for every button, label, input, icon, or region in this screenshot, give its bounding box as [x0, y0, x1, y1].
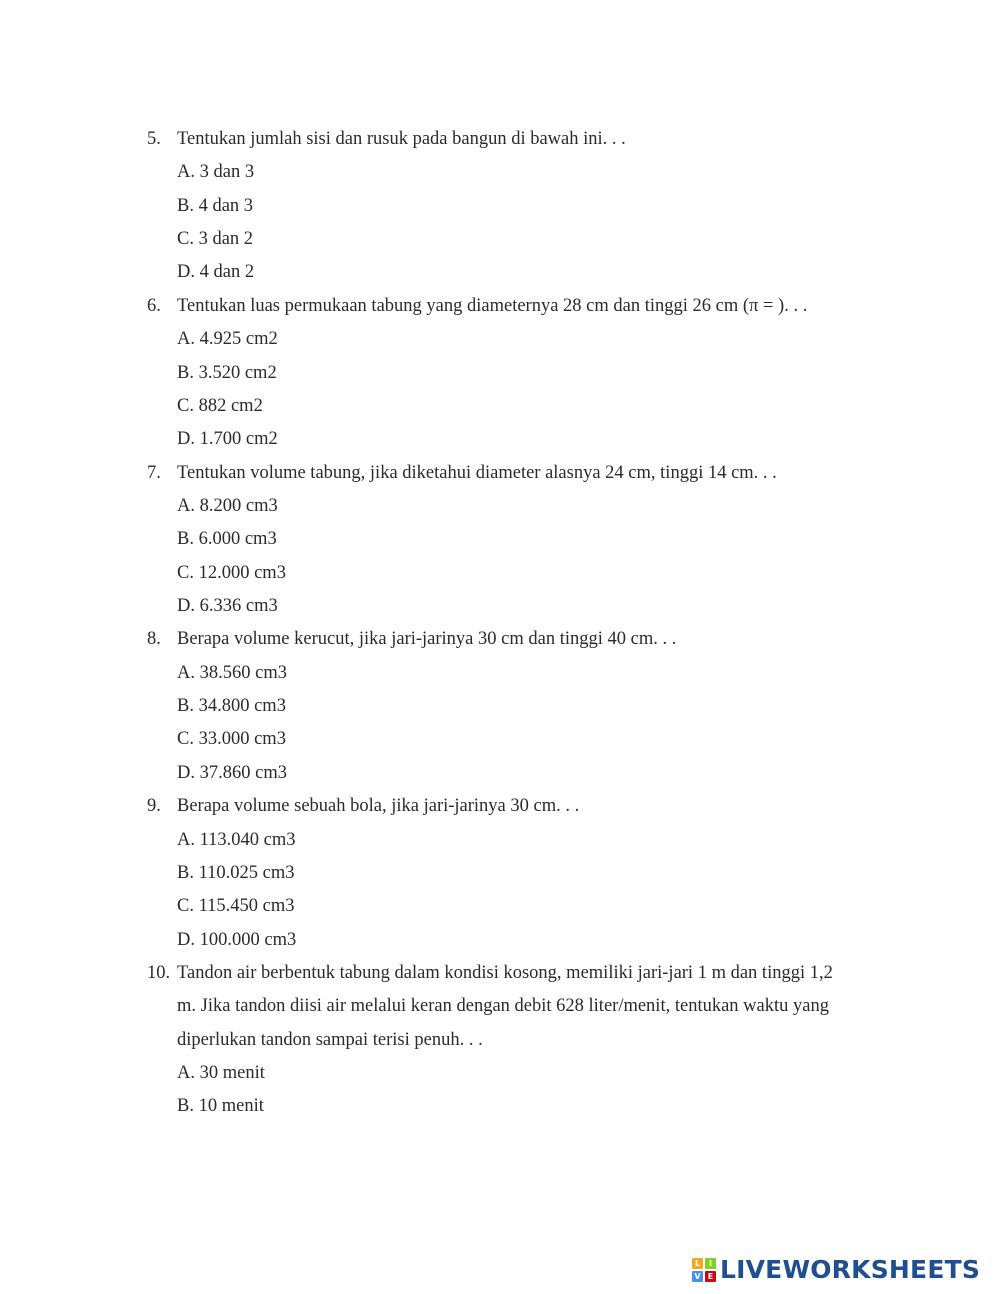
answer-option-row[interactable] — [0, 857, 1000, 890]
answer-option-row[interactable] — [0, 256, 1000, 289]
question-stem — [0, 457, 1000, 490]
answer-option[interactable]: C. 12.000 cm3 — [177, 562, 286, 583]
answer-option[interactable]: B. 3.520 cm2 — [177, 362, 277, 383]
question-number: 10. — [147, 962, 171, 983]
answer-option[interactable]: C. 115.450 cm3 — [177, 896, 295, 917]
question-text: Berapa volume sebuah bola, jika jari-jarinya 30 cm. . . — [177, 796, 580, 817]
answer-option[interactable]: A. 30 menit — [177, 1063, 265, 1084]
answer-option-row[interactable] — [0, 890, 1000, 923]
logo-mark-tile: E — [705, 1271, 716, 1282]
question-stem — [0, 957, 1000, 990]
liveworksheets-logo — [692, 1255, 980, 1285]
answer-option-row[interactable] — [0, 523, 1000, 556]
answer-option[interactable]: B. 4 dan 3 — [177, 195, 254, 216]
answer-option-row[interactable] — [0, 924, 1000, 957]
answer-option-row[interactable] — [0, 690, 1000, 723]
answer-option[interactable]: A. 4.925 cm2 — [177, 329, 278, 350]
answer-option[interactable]: B. 10 menit — [177, 1096, 264, 1117]
question-stem-continued — [0, 990, 1000, 1023]
answer-option-row[interactable] — [0, 824, 1000, 857]
worksheet-questions — [0, 123, 1000, 1124]
question-text: Tentukan jumlah sisi dan rusuk pada bangun di bawah ini. . . — [177, 129, 626, 149]
answer-option[interactable]: D. 1.700 cm2 — [177, 429, 278, 450]
question-number: 8. — [147, 629, 161, 650]
logo-mark-icon — [692, 1258, 716, 1282]
question-stem — [0, 790, 1000, 823]
answer-option-row[interactable] — [0, 390, 1000, 423]
answer-option-row[interactable] — [0, 423, 1000, 456]
answer-option-row[interactable] — [0, 590, 1000, 623]
answer-option[interactable]: D. 37.860 cm3 — [177, 762, 287, 783]
answer-option[interactable]: A. 8.200 cm3 — [177, 495, 278, 516]
answer-option-row[interactable] — [0, 1057, 1000, 1090]
question-text: Tandon air berbentuk tabung dalam kondisi kosong, memiliki jari-jari 1 m dan tinggi 1,2 — [177, 962, 833, 983]
question-number: 9. — [147, 796, 161, 817]
question-text: m. Jika tandon diisi air melalui keran dengan debit 628 liter/menit, tentukan waktu yang — [177, 996, 829, 1017]
answer-option-row[interactable] — [0, 1090, 1000, 1123]
answer-option[interactable]: C. 882 cm2 — [177, 395, 263, 416]
answer-option[interactable]: A. 38.560 cm3 — [177, 662, 287, 683]
answer-option-row[interactable] — [0, 490, 1000, 523]
question-text: diperlukan tandon sampai terisi penuh. . . — [177, 1029, 483, 1050]
logo-mark-tile: I — [705, 1258, 716, 1269]
answer-option-row[interactable] — [0, 657, 1000, 690]
answer-option-row[interactable] — [0, 323, 1000, 356]
question-text: Tentukan luas permukaan tabung yang diameternya 28 cm dan tinggi 26 cm (π = ). . . — [177, 295, 808, 316]
question-stem — [0, 623, 1000, 656]
question-stem — [0, 290, 1000, 323]
answer-option-row[interactable] — [0, 723, 1000, 756]
answer-option[interactable]: A. 3 dan 3 — [177, 162, 255, 183]
logo-mark-tile: L — [692, 1258, 703, 1269]
answer-option-row[interactable] — [0, 223, 1000, 256]
question-stem-continued — [0, 1024, 1000, 1057]
answer-option[interactable]: B. 6.000 cm3 — [177, 529, 277, 550]
answer-option-row[interactable] — [0, 190, 1000, 223]
answer-option[interactable]: B. 34.800 cm3 — [177, 696, 286, 717]
answer-option-row[interactable] — [0, 557, 1000, 590]
question-number: 6. — [147, 295, 161, 316]
answer-option[interactable]: D. 6.336 cm3 — [177, 596, 278, 617]
question-text: Tentukan volume tabung, jika diketahui diameter alasnya 24 cm, tinggi 14 cm. . . — [177, 462, 777, 483]
question-number: 7. — [147, 462, 161, 483]
answer-option[interactable]: C. 3 dan 2 — [177, 229, 254, 250]
answer-option[interactable]: C. 33.000 cm3 — [177, 729, 286, 750]
question-number: 5. — [147, 129, 161, 149]
answer-option[interactable]: D. 4 dan 2 — [177, 262, 255, 283]
answer-option[interactable]: D. 100.000 cm3 — [177, 929, 297, 950]
question-stem — [0, 123, 1000, 156]
answer-option-row[interactable] — [0, 757, 1000, 790]
answer-option-row[interactable] — [0, 156, 1000, 189]
answer-option[interactable]: A. 113.040 cm3 — [177, 829, 296, 850]
logo-wordmark: LIVEWORKSHEETS — [720, 1255, 981, 1284]
logo-mark-tile: V — [692, 1271, 703, 1282]
answer-option[interactable]: B. 110.025 cm3 — [177, 862, 295, 883]
question-text: Berapa volume kerucut, jika jari-jarinya 30 cm dan tinggi 40 cm. . . — [177, 629, 677, 650]
answer-option-row[interactable] — [0, 357, 1000, 390]
